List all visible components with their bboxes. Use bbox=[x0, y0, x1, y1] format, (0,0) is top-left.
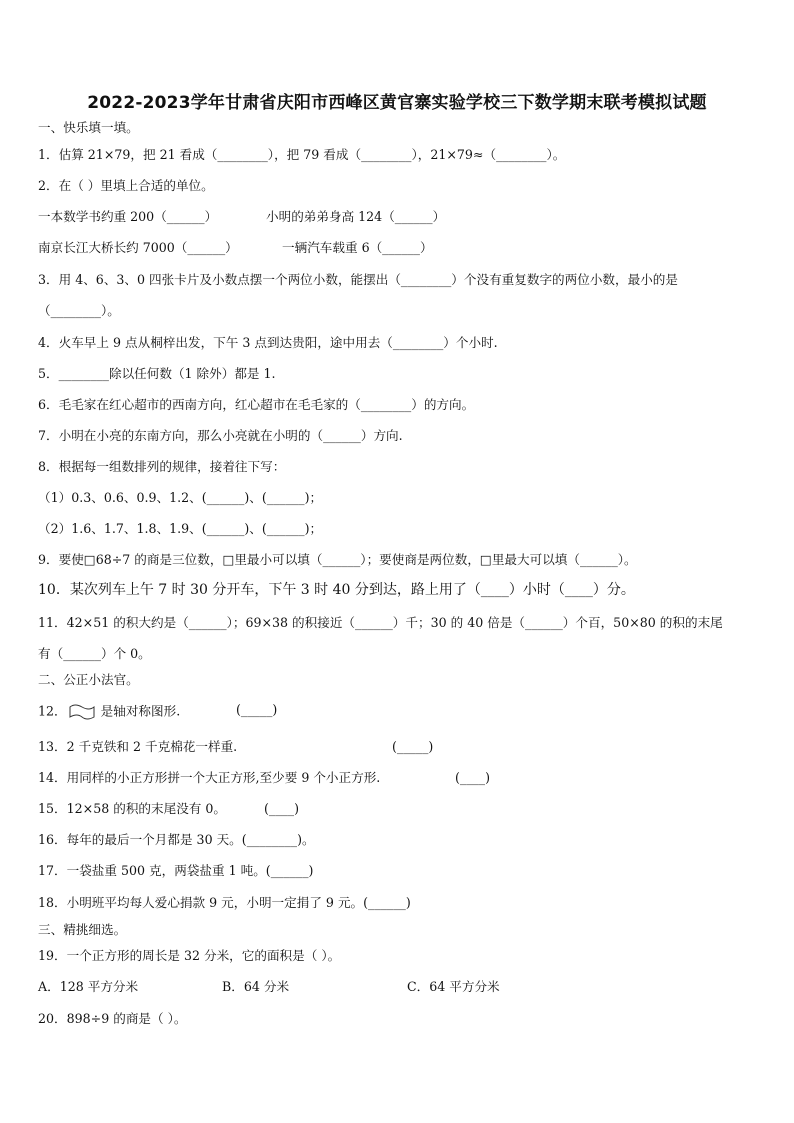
question-19: 19．一个正方形的周长是 32 分米，它的面积是（ ）。 bbox=[38, 948, 341, 963]
question-2-b: 小明的弟弟身高 124（______） bbox=[266, 209, 446, 224]
question-5: 5．________除以任何数（1 除外）都是 1. bbox=[38, 366, 276, 381]
question-2: 2．在（ ）里填上合适的单位。 bbox=[38, 178, 214, 193]
question-8-part-2: （2）1.6、1.7、1.8、1.9、(______)、(______)； bbox=[38, 521, 323, 536]
question-11-line-2: 有（______）个 0。 bbox=[38, 646, 151, 661]
question-9: 9．要使□68÷7 的商是三位数，□里最小可以填（______）；要使商是两位数，□里最大可以填（______）。 bbox=[38, 552, 637, 567]
question-10: 10．某次列车上午 7 时 30 分开车，下午 3 时 40 分到达，路上用了（____）小时（____）分。 bbox=[38, 582, 635, 598]
question-11-line-1: 11．42×51 的积大约是（______）；69×38 的积接近（______）千；30 的 40 倍是（______）个百，50×80 的积的末尾 bbox=[38, 615, 723, 630]
question-3-line-1: 3．用 4、6、3、0 四张卡片及小数点摆一个两位小数，能摆出（________）个没有重复数字的两位小数，最小的是 bbox=[38, 272, 678, 287]
question-7: 7．小明在小亮的东南方向，那么小亮就在小明的（______）方向. bbox=[38, 428, 403, 443]
page-title: 2022-2023学年甘肃省庆阳市西峰区黄官寨实验学校三下数学期末联考模拟试题 bbox=[87, 93, 707, 113]
question-1: 1．估算 21×79，把 21 看成（________），把 79 看成（________），21×79≈（________）。 bbox=[38, 147, 566, 162]
question-12-number: 12． bbox=[38, 703, 67, 719]
question-3-line-2: （________）。 bbox=[38, 303, 120, 318]
question-19-option-c: C．64 平方分米 bbox=[407, 979, 500, 994]
section-3-heading: 三、精挑细选。 bbox=[38, 922, 127, 937]
wavy-flag-shape-icon bbox=[67, 702, 97, 722]
question-2-a: 一本数学书约重 200（______） bbox=[38, 209, 218, 224]
section-2-heading: 二、公正小法官。 bbox=[38, 672, 139, 687]
question-12-text: 是轴对称图形. bbox=[100, 703, 181, 719]
question-2-d: 一辆汽车载重 6（______） bbox=[282, 240, 433, 255]
question-8: 8．根据每一组数排列的规律，接着往下写： bbox=[38, 459, 286, 474]
question-13-answer-blank: (_____) bbox=[392, 739, 434, 754]
question-14-answer-blank: (____) bbox=[455, 770, 491, 785]
question-4: 4．火车早上 9 点从桐梓出发，下午 3 点到达贵阳，途中用去（________）个小时. bbox=[38, 335, 498, 350]
question-6: 6．毛毛家在红心超市的西南方向，红心超市在毛毛家的（________）的方向。 bbox=[38, 397, 475, 412]
question-17: 17．一袋盐重 500 克，两袋盐重 1 吨。(______) bbox=[38, 863, 314, 878]
question-20: 20．898÷9 的商是（ ）。 bbox=[38, 1011, 187, 1026]
question-13: 13．2 千克铁和 2 千克棉花一样重. bbox=[38, 739, 238, 754]
question-18: 18．小明班平均每人爱心捐款 9 元，小明一定捐了 9 元。(______) bbox=[38, 895, 411, 910]
question-15: 15．12×58 的积的末尾没有 0。 bbox=[38, 801, 226, 816]
question-12-answer-blank: (_____) bbox=[236, 702, 278, 717]
question-8-part-1: （1）0.3、0.6、0.9、1.2、(______)、(______)； bbox=[38, 490, 323, 505]
question-14: 14．用同样的小正方形拼一个大正方形,至少要 9 个小正方形. bbox=[38, 770, 381, 785]
question-16: 16．每年的最后一个月都是 30 天。(________)。 bbox=[38, 832, 315, 847]
question-12 bbox=[38, 702, 180, 722]
question-19-option-a: A．128 平方分米 bbox=[38, 979, 139, 994]
question-2-c: 南京长江大桥长约 7000（______） bbox=[38, 240, 238, 255]
section-1-heading: 一、快乐填一填。 bbox=[38, 120, 139, 135]
question-19-option-b: B．64 分米 bbox=[222, 979, 290, 994]
question-15-answer-blank: (____) bbox=[264, 801, 300, 816]
